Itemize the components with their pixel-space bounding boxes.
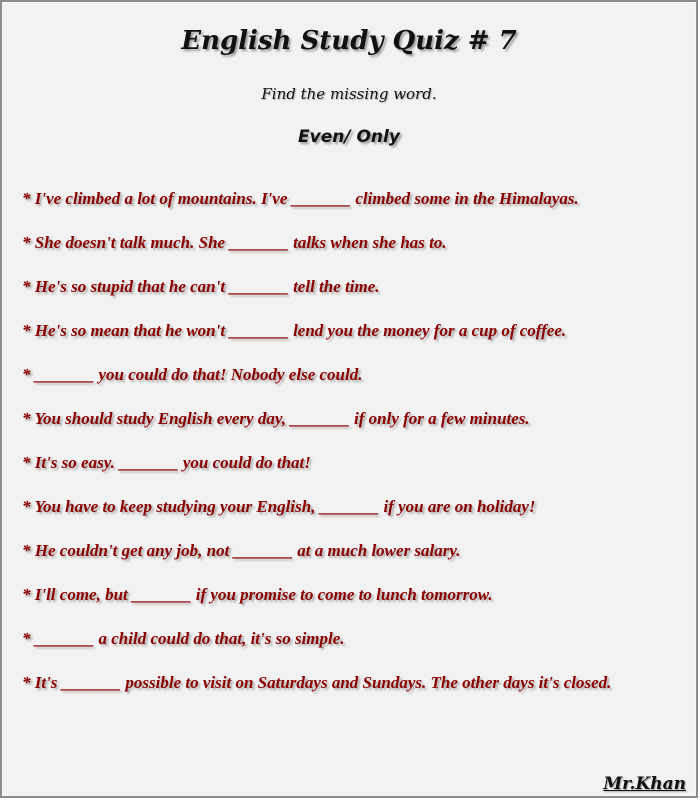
question-item: * You should study English every day, _______ if only for a few minutes.	[22, 409, 530, 428]
question-item: * It's _______ possible to visit on Saturdays and Sundays. The other days it's closed.	[22, 673, 612, 692]
page-title: English Study Quiz # 7	[181, 26, 517, 56]
question-item: * _______ a child could do that, it's so simple.	[22, 629, 345, 648]
question-item: * He's so mean that he won't _______ lend you the money for a cup of coffee.	[22, 321, 567, 340]
question-item: * She doesn't talk much. She _______ talks when she has to.	[22, 233, 447, 252]
topic-heading: Even/ Only	[298, 127, 400, 147]
question-list	[22, 188, 611, 716]
question-item: * I'll come, but _______ if you promise to come to lunch tomorrow.	[22, 585, 493, 604]
author-signature: Mr.Khan	[603, 774, 686, 794]
question-item: * It's so easy. _______ you could do that!	[22, 453, 311, 472]
question-item: * He's so stupid that he can't _______ tell the time.	[22, 277, 380, 296]
instruction-text: Find the missing word.	[261, 85, 437, 103]
question-item: * You have to keep studying your English, _______ if you are on holiday!	[22, 497, 536, 516]
question-item: * I've climbed a lot of mountains. I've _______ climbed some in the Himalayas.	[22, 189, 579, 208]
question-item: * _______ you could do that! Nobody else could.	[22, 365, 363, 384]
question-item: * He couldn't get any job, not _______ at a much lower salary.	[22, 541, 461, 560]
